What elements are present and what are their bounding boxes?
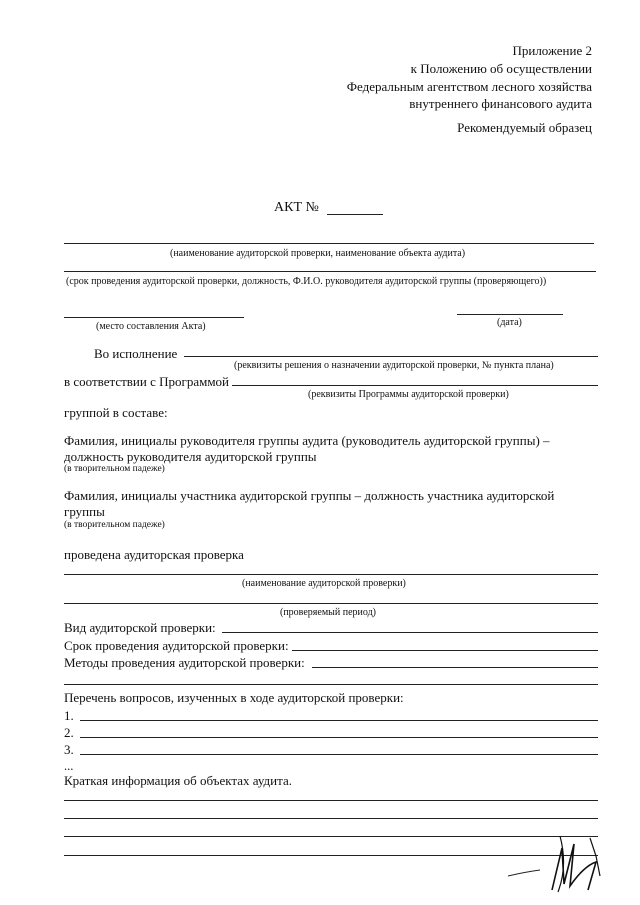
caption-instrumental-2: (в творительном падеже)	[64, 520, 165, 530]
member-line-1: Фамилия, инициалы участника аудиторской группы – должность участника аудиторской	[64, 488, 555, 503]
conducted-label: проведена аудиторская проверка	[64, 547, 244, 562]
questions-label: Перечень вопросов, изученных в ходе аудиторской проверки:	[64, 690, 404, 705]
caption-period: (проверяемый период)	[280, 607, 376, 618]
header-line-3: внутреннего финансового аудита	[409, 96, 592, 111]
methods-label: Методы проведения аудиторской проверки:	[64, 655, 305, 670]
question-item-2-line	[80, 737, 598, 738]
header-line-1: к Положению об осуществлении	[410, 61, 592, 76]
header-line-2: Федеральным агентством лесного хозяйства	[346, 79, 592, 94]
act-title: АКТ №	[274, 200, 319, 215]
execution-label: Во исполнение	[94, 346, 178, 361]
question-item-ellipsis: ...	[64, 759, 74, 773]
signature-icon	[500, 826, 610, 896]
caption-audit-name-object: (наименование аудиторской проверки, наименование объекта аудита)	[170, 248, 466, 259]
caption-program: (реквизиты Программы аудиторской проверки)	[308, 389, 509, 400]
duration-label: Срок проведения аудиторской проверки:	[64, 638, 289, 653]
member-line-2: группы	[64, 504, 105, 519]
act-number-line	[327, 214, 383, 215]
place-line	[64, 317, 244, 318]
question-item-1-line	[80, 720, 598, 721]
duration-line	[292, 650, 598, 651]
type-line	[222, 632, 598, 633]
leader-line-1: Фамилия, инициалы руководителя группы аудита (руководитель аудиторской группы) –	[64, 433, 550, 448]
brief-info-label: Краткая информация об объектах аудита.	[64, 773, 292, 788]
appendix-number: Приложение 2	[512, 43, 592, 58]
caption-decision: (реквизиты решения о назначении аудиторской проверки, № пункта плана)	[234, 360, 554, 371]
leader-line-2: должность руководителя аудиторской группы	[64, 449, 317, 464]
caption-date: (дата)	[497, 317, 522, 328]
audit-name-line	[64, 243, 594, 244]
methods-line	[312, 667, 598, 668]
question-item-2-number: 2.	[64, 725, 74, 740]
conducted-line	[64, 574, 598, 575]
execution-line	[184, 356, 598, 357]
methods-line-2	[64, 684, 598, 685]
caption-place: (место составления Акта)	[96, 321, 206, 332]
type-label: Вид аудиторской проверки:	[64, 620, 216, 635]
group-label: группой в составе:	[64, 405, 168, 420]
question-item-3-number: 3.	[64, 742, 74, 757]
brief-line-1	[64, 800, 598, 801]
period-position-line	[64, 271, 596, 272]
caption-audit-name: (наименование аудиторской проверки)	[242, 578, 406, 589]
period-line	[64, 603, 598, 604]
caption-instrumental-1: (в творительном падеже)	[64, 464, 165, 474]
program-label: в соответствии с Программой	[64, 374, 230, 389]
question-item-1-number: 1.	[64, 708, 74, 723]
date-line	[457, 314, 563, 315]
sample-label: Рекомендуемый образец	[457, 120, 592, 135]
question-item-3-line	[80, 754, 598, 755]
caption-period-position: (срок проведения аудиторской проверки, должность, Ф.И.О. руководителя аудиторской группы (проверяющего))	[66, 276, 547, 287]
brief-line-2	[64, 818, 598, 819]
program-line	[232, 385, 598, 386]
